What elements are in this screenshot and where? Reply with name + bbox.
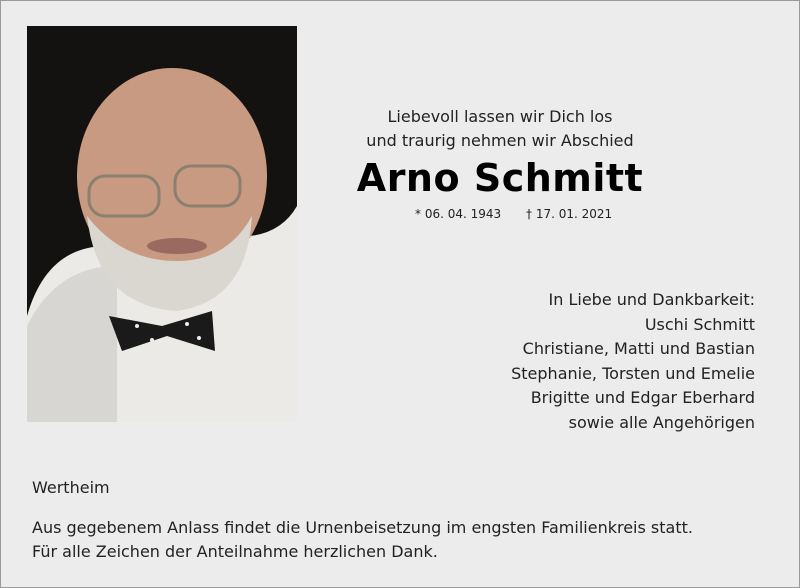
birth-date: * 06. 04. 1943 <box>415 207 502 221</box>
notice-line-1: Aus gegebenem Anlass findet die Urnenbeisetzung im engsten Familienkreis statt. <box>32 518 693 537</box>
deceased-name: Arno Schmitt <box>356 156 644 200</box>
place: Wertheim <box>32 478 110 497</box>
notice-line-2: Für alle Zeichen der Anteilnahme herzlichen Dank. <box>32 542 438 561</box>
family-line: In Liebe und Dankbarkeit: <box>548 290 755 309</box>
family-line: Brigitte und Edgar Eberhard <box>530 388 755 407</box>
family-line: Christiane, Matti und Bastian <box>522 339 755 358</box>
family-list <box>511 288 755 435</box>
intro-line-2: und traurig nehmen wir Abschied <box>366 131 634 150</box>
family-line: sowie alle Angehörigen <box>568 412 755 432</box>
death-date: † 17. 01. 2021 <box>526 207 613 221</box>
family-line: Uschi Schmitt <box>644 314 755 334</box>
intro-line-1: Liebevoll lassen wir Dich los <box>387 107 613 126</box>
family-line: Stephanie, Torsten und Emelie <box>511 363 755 383</box>
portrait-photo <box>27 26 297 422</box>
